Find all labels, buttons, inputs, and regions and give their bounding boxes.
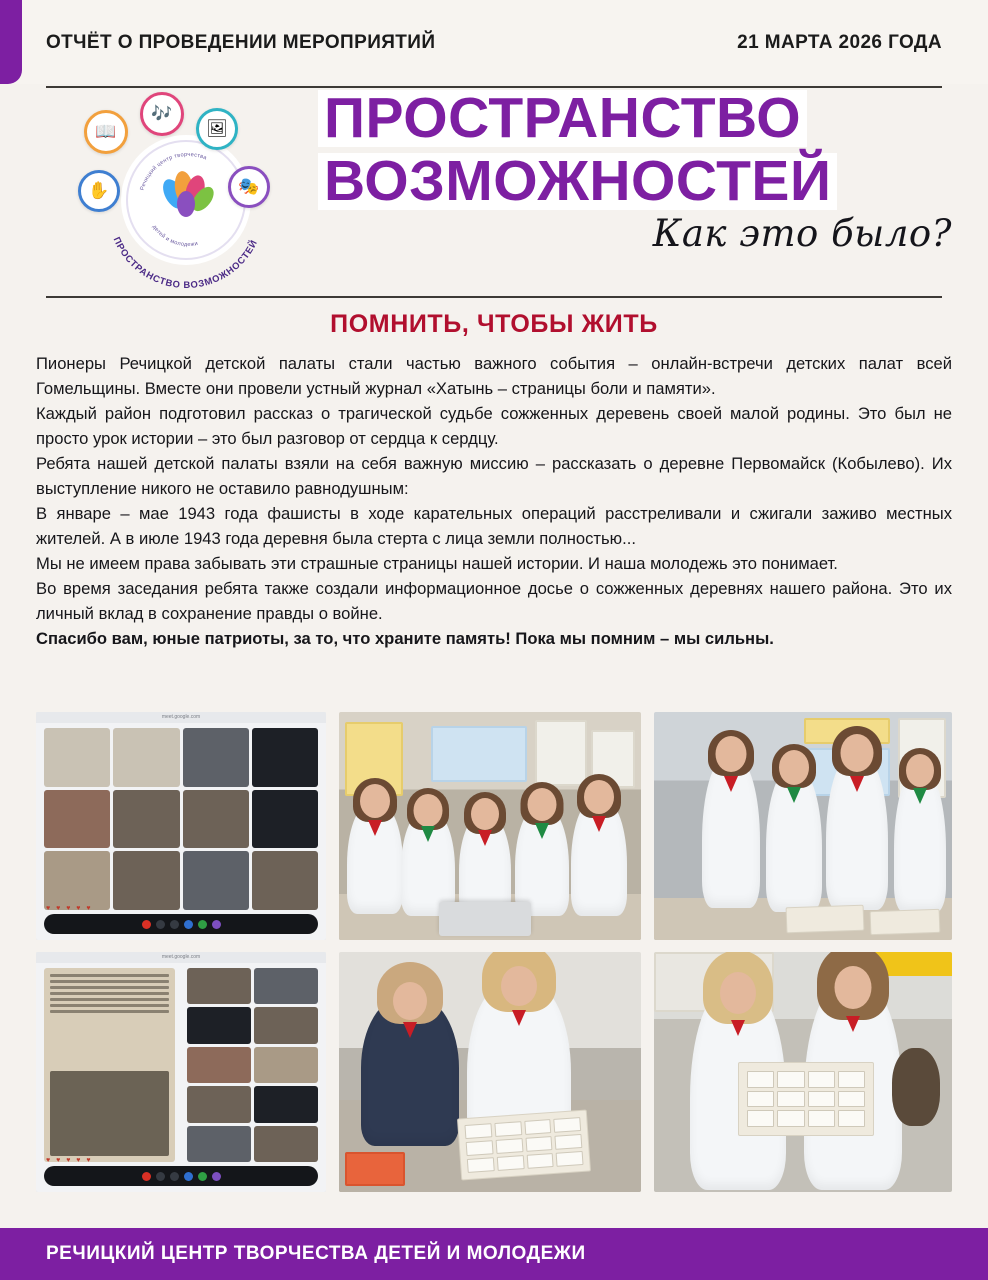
pioneer-tie (731, 1020, 745, 1036)
face (835, 966, 872, 1009)
dossier-card-grid (747, 1071, 865, 1127)
page-footer (0, 1228, 988, 1280)
article-paragraph: В январе – мае 1943 года фашисты в ходе карательных операций расстреливали и сжигали заживо местных жителей. А в июле 1943 года деревня была стерта с лица земли полностью... (36, 504, 952, 548)
photo-pioneers-at-laptop (339, 712, 641, 940)
organization-name: РЕЧИЦКИЙ ЦЕНТР ТВОРЧЕСТВА ДЕТЕЙ И МОЛОДЕЖИ (46, 1243, 586, 1264)
pioneer-tie (592, 816, 606, 832)
video-tile (254, 1047, 318, 1083)
video-tile (187, 1007, 251, 1043)
dossier-card (494, 1121, 522, 1137)
logo (78, 92, 298, 291)
dossier-card (777, 1071, 804, 1088)
dossier-card (466, 1140, 494, 1156)
video-tile (187, 968, 251, 1004)
face (501, 966, 537, 1006)
article-paragraph: Ребята нашей детской палаты взяли на себя важную миссию – рассказать о деревне Первомайск (Кобылево). Их выступление никого не оставило равнодушным: (36, 454, 952, 498)
dossier-card (556, 1151, 584, 1167)
dossier-card (526, 1153, 554, 1169)
face (779, 750, 809, 785)
pupil (347, 804, 403, 914)
video-tile (113, 728, 179, 787)
video-tile (254, 1007, 318, 1043)
video-call-mock (36, 952, 326, 1192)
photo-online-meeting-grid (36, 712, 326, 940)
video-tile (113, 851, 179, 910)
face (906, 754, 934, 787)
dossier-card (495, 1138, 523, 1154)
dossier-card (464, 1123, 492, 1139)
dossier-card (467, 1157, 495, 1173)
hand-sign-icon: ✋ (78, 170, 120, 212)
microphone-icon[interactable] (156, 920, 165, 929)
dossier-card (747, 1091, 774, 1108)
logo-inner-top-label: Речицкий центр творчества (139, 151, 208, 192)
pioneer-tie (850, 776, 864, 792)
masthead-title-block (318, 86, 958, 255)
worksheet (870, 909, 941, 935)
dossier-card (525, 1136, 553, 1152)
browser-url-bar: meet.google.com (36, 952, 326, 963)
camera-icon[interactable] (170, 920, 179, 929)
face (528, 788, 557, 821)
pioneer-tie (403, 1022, 417, 1038)
video-tile (254, 1126, 318, 1162)
face (720, 972, 756, 1014)
pupil (702, 758, 760, 908)
wall-poster (535, 720, 587, 786)
header-accent-tab (0, 0, 22, 84)
pupil (361, 996, 459, 1146)
article (36, 300, 952, 651)
pupil (571, 800, 627, 916)
logo-inner-bottom-label: детей и молодежи (150, 224, 199, 249)
dossier-card (838, 1091, 865, 1108)
pupil (766, 770, 822, 912)
dossier-card-grid (464, 1117, 583, 1173)
end-call-icon[interactable] (142, 1172, 151, 1181)
dossier-card (777, 1091, 804, 1108)
easel-icon: 🖼 (196, 108, 238, 150)
photo-girls-with-poster (654, 952, 952, 1192)
dossier-card (838, 1071, 865, 1088)
pioneer-tie (512, 1010, 526, 1026)
book-icon: 📖 (84, 110, 128, 154)
report-date: 21 МАРТА 2026 ГОДА (737, 32, 942, 53)
dossier-poster (738, 1062, 874, 1136)
face (360, 784, 390, 818)
dossier-card (553, 1117, 581, 1133)
reaction-emoji-row: ♥ ♥ ♥ ♥ ♥ (46, 905, 93, 912)
video-tile (252, 790, 318, 849)
dossier-card (777, 1110, 804, 1127)
present-screen-icon[interactable] (184, 920, 193, 929)
face (716, 736, 747, 772)
video-tile (44, 851, 110, 910)
face (471, 798, 499, 830)
camera-icon[interactable] (170, 1172, 179, 1181)
call-controls-bar (44, 914, 318, 934)
face (841, 734, 874, 772)
video-tile-grid (44, 728, 318, 910)
logo-center-disc (126, 140, 246, 260)
video-tile (187, 1126, 251, 1162)
theatre-masks-icon: 🎭 (228, 166, 270, 208)
dossier-card (747, 1071, 774, 1088)
pupil (459, 816, 511, 916)
masthead (0, 84, 988, 290)
photo-gallery (36, 712, 952, 1192)
face (393, 982, 427, 1020)
pioneer-tie (787, 787, 801, 803)
article-paragraph: Пионеры Речицкой детской палаты стали частью важного события – онлайн-встречи детских палат всей Гомельщины. Вместе они провели устный журнал «Хатынь – страницы боли и памяти». (36, 354, 952, 398)
pioneer-tie (724, 776, 738, 792)
pupil (894, 772, 946, 912)
face (414, 794, 443, 827)
music-note-icon: 🎶 (140, 92, 184, 136)
video-tile (183, 728, 249, 787)
pioneer-tie (913, 788, 927, 804)
video-tile (183, 790, 249, 849)
face (584, 780, 614, 814)
photo-kids-working-dossier (339, 952, 641, 1192)
section-title: ПОМНИТЬ, ЧТОБЫ ЖИТЬ (330, 310, 658, 338)
masthead-title-line2 (318, 149, 958, 213)
chat-icon[interactable] (198, 1172, 207, 1181)
reaction-emoji-row: ♥ ♥ ♥ ♥ ♥ (46, 1157, 93, 1164)
browser-url-bar: meet.google.com (36, 712, 326, 723)
article-closing: Спасибо вам, юные патриоты, за то, что храните память! Пока мы помним – мы сильны. (36, 629, 774, 648)
photo-online-meeting-presentation (36, 952, 326, 1192)
logo-inner-text (128, 142, 248, 262)
dossier-poster (457, 1110, 591, 1181)
video-tile (252, 851, 318, 910)
masthead-script-line: Как это было? (652, 212, 952, 255)
masthead-title-line1-text: ПРОСТРАНСТВО (318, 90, 807, 147)
masthead-divider (46, 296, 942, 298)
dossier-card (838, 1110, 865, 1127)
worksheet (786, 905, 865, 934)
video-call-mock (36, 712, 326, 940)
pupil (515, 808, 569, 916)
pupil (401, 812, 455, 916)
page-header (0, 0, 988, 84)
svg-text:детей и молодежи (151, 224, 199, 248)
dossier-card (747, 1110, 774, 1127)
end-call-icon[interactable] (142, 920, 151, 929)
photo-pioneers-listening (654, 712, 952, 940)
pupil (826, 756, 888, 910)
video-tile (113, 790, 179, 849)
video-tile-grid (187, 968, 318, 1162)
participants-icon[interactable] (212, 1172, 221, 1181)
article-paragraph: Мы не имеем права забывать эти страшные страницы нашей истории. И наша молодежь это понимает. (36, 554, 838, 573)
wall-poster (431, 726, 527, 782)
dossier-card (524, 1119, 552, 1135)
pioneer-tie (368, 820, 382, 836)
report-label: ОТЧЁТ О ПРОВЕДЕНИИ МЕРОПРИЯТИЙ (46, 32, 436, 53)
header-row (46, 32, 942, 54)
video-tile (252, 728, 318, 787)
owl-decoration (892, 1048, 940, 1126)
video-tile (187, 1047, 251, 1083)
pioneer-tie (846, 1016, 860, 1032)
dossier-card (497, 1155, 525, 1171)
chat-icon[interactable] (198, 920, 207, 929)
dossier-card (555, 1134, 583, 1150)
marker-box (345, 1152, 405, 1186)
participants-icon[interactable] (212, 920, 221, 929)
present-screen-icon[interactable] (184, 1172, 193, 1181)
microphone-icon[interactable] (156, 1172, 165, 1181)
slide-archive-photo (50, 1071, 169, 1156)
dossier-card (808, 1110, 835, 1127)
shared-slide (44, 968, 175, 1162)
logo-flower-icon (159, 170, 218, 217)
masthead-title-line2-text: ВОЗМОЖНОСТЕЙ (318, 153, 837, 210)
video-tile (44, 790, 110, 849)
video-tile (44, 728, 110, 787)
dossier-card (808, 1071, 835, 1088)
call-controls-bar (44, 1166, 318, 1186)
video-tile (187, 1086, 251, 1122)
article-paragraph: Во время заседания ребята также создали информационное досье о сожженных деревнях нашего района. Это их личный вклад в сохранение правды о войне. (36, 579, 952, 623)
video-tile (254, 1086, 318, 1122)
pioneer-tie (421, 826, 435, 842)
laptop (439, 902, 531, 936)
video-tile (183, 851, 249, 910)
logo-ring-label: ПРОСТРАНСТВО ВОЗМОЖНОСТЕЙ (111, 234, 260, 291)
video-tile (254, 968, 318, 1004)
article-paragraph: Каждый район подготовил рассказ о трагической судьбе сожженных деревень своей малой родины. Это был не просто урок истории – это был разговор от сердца к сердцу. (36, 404, 952, 448)
dossier-card (808, 1091, 835, 1108)
masthead-title-line1 (318, 86, 958, 150)
pioneer-tie (535, 823, 549, 839)
pioneer-tie (478, 830, 492, 846)
slide-text-lines (50, 974, 169, 1013)
